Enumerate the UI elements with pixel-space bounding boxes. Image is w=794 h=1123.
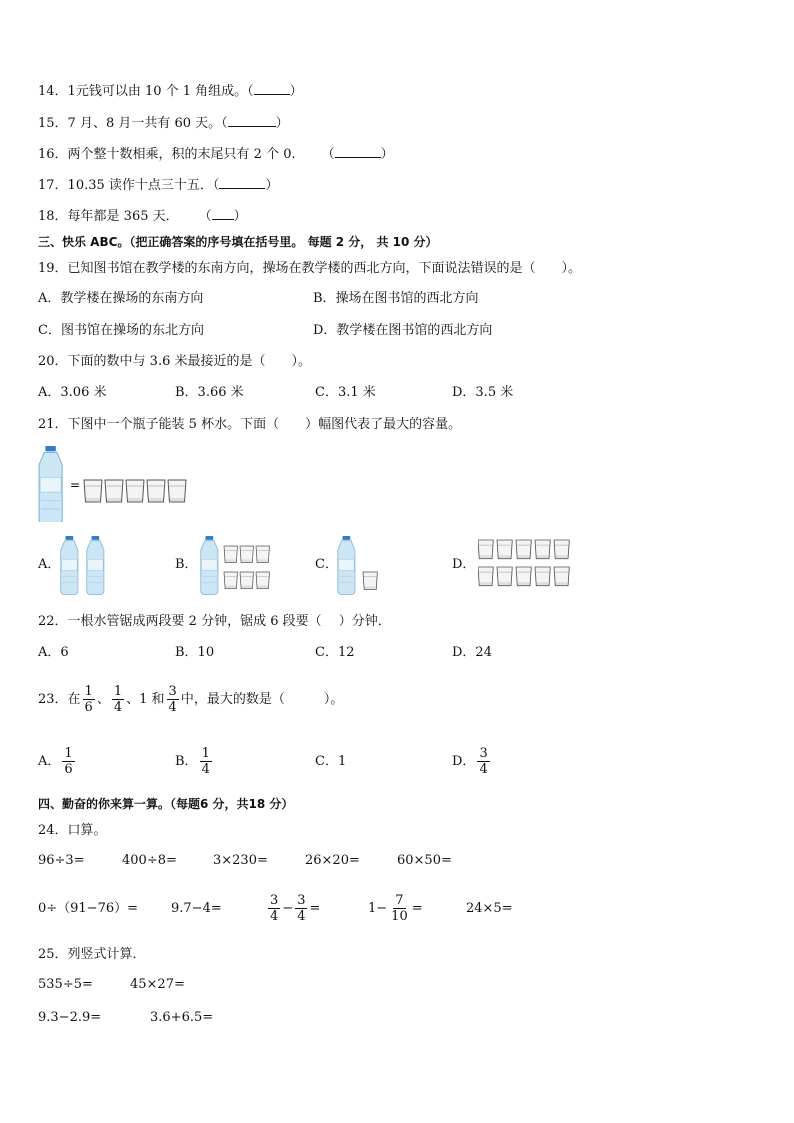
vertical-calc-item: 9.3−2.9= — [38, 1010, 102, 1025]
cup-icon — [105, 480, 123, 502]
oral-calc-item: 400÷8= — [122, 853, 177, 868]
fraction: $\frac{1}{4}$ — [113, 684, 123, 715]
cup-icon — [478, 567, 493, 586]
question-text: 15．7 月、8 月一共有 60 天。（ — [38, 116, 228, 131]
option-b[interactable]: B．操场在图书馆的西北方向 — [313, 291, 479, 306]
cup-icon — [497, 567, 512, 586]
oral-calc-item: 0÷（91−76）= — [38, 901, 139, 916]
option-a[interactable]: A．教学楼在操场的东南方向 — [38, 291, 204, 306]
cup-icon — [126, 480, 144, 502]
cup-icon — [554, 567, 569, 586]
oral-calc-item: 96÷3= — [38, 853, 85, 868]
cup-icon — [168, 480, 186, 502]
option-d-figure[interactable] — [478, 538, 574, 594]
question-25: 25．列竖式计算． — [38, 947, 146, 962]
question-text: 14．1元钱可以由 10 个 1 角组成。（ — [38, 84, 254, 99]
cup-icon — [224, 572, 238, 589]
bottle-icon — [338, 536, 355, 595]
cup-icon — [497, 540, 512, 559]
answer-blank[interactable] — [335, 145, 381, 158]
vertical-calc-item: 535÷5= — [38, 977, 93, 992]
cup-icon — [256, 546, 270, 563]
question-17: 17．10.35 读作十点三十五．（ ） — [38, 178, 279, 193]
fraction: $\frac{3}{4}$ — [168, 684, 177, 715]
equals-sign: = — [70, 478, 81, 492]
option-d[interactable]: D．24 — [452, 645, 492, 660]
question-text: 17．10.35 读作十点三十五．（ — [38, 178, 220, 193]
option-c[interactable]: C．图书馆在操场的东北方向 — [38, 323, 204, 338]
question-text: 16．两个整十数相乘，积的末尾只有 2 个 0. — [38, 147, 296, 162]
fraction: $\frac{3}{4}$ — [297, 893, 306, 924]
cup-icon — [256, 572, 270, 589]
oral-calc-item: 60×50= — [397, 853, 452, 868]
question-15: 15．7 月、8 月一共有 60 天。（ ） — [38, 116, 289, 131]
option-a[interactable]: A．6 — [38, 645, 69, 660]
cup-icon — [147, 480, 165, 502]
option-c[interactable]: C．12 — [315, 645, 355, 660]
option-c-figure[interactable] — [337, 534, 387, 596]
vertical-calc-item: 45×27= — [130, 977, 185, 992]
cup-icon — [535, 540, 550, 559]
question-23: 23．在 $\frac{1}{6}$ 、 $\frac{1}{4}$ 、1 和 $\frac{3}{4}$ 中，最大的数是（ ）。 — [38, 684, 344, 715]
oral-calc-item: 26×20= — [305, 853, 360, 868]
cup-icon — [240, 546, 254, 563]
question-14: 14．1元钱可以由 10 个 1 角组成。（ ） — [38, 84, 303, 99]
oral-calc-item: 24×5= — [466, 901, 513, 916]
bottle-icon — [201, 536, 218, 595]
vertical-calc-item: 3.6+6.5= — [150, 1010, 214, 1025]
fraction: $\frac{3}{4}$ — [479, 746, 488, 777]
option-b[interactable]: B． — [175, 557, 198, 572]
question-19: 19．已知图书馆在教学楼的东南方向，操场在教学楼的西北方向，下面说法错误的是（ ）。 — [38, 261, 582, 276]
cup-icon — [535, 567, 550, 586]
answer-blank[interactable] — [219, 176, 265, 189]
cup-icon — [516, 540, 531, 559]
oral-calc-item: 3×230= — [213, 853, 268, 868]
question-text: 18．每年都是 365 天． — [38, 209, 179, 224]
oral-calc-item: 1− $\frac{7}{10}$ = — [368, 893, 423, 924]
cup-icon — [240, 572, 254, 589]
question-20: 20．下面的数中与 3.6 米最接近的是（ ）。 — [38, 354, 311, 369]
answer-blank[interactable] — [212, 207, 234, 220]
cup-icon — [224, 546, 238, 563]
option-d[interactable]: D． $\frac{3}{4}$ — [452, 746, 488, 777]
answer-blank[interactable] — [254, 82, 290, 95]
cup-icon — [516, 567, 531, 586]
question-24: 24．口算。 — [38, 823, 107, 838]
option-a[interactable]: A． $\frac{1}{6}$ — [38, 746, 73, 777]
bottle-equals-cups-figure — [36, 444, 196, 522]
question-18: 18．每年都是 365 天． （ ） — [38, 209, 247, 224]
option-d[interactable]: D． — [452, 557, 476, 572]
option-b[interactable]: B．3.66 米 — [175, 385, 244, 400]
option-a[interactable]: A． — [38, 557, 61, 572]
option-a-figure[interactable] — [60, 534, 112, 596]
section-title-4: 四、勤奋的你来算一算。（每题6 分，共18 分） — [38, 797, 294, 811]
option-b[interactable]: B．10 — [175, 645, 215, 660]
option-c[interactable]: C．1 — [315, 754, 347, 769]
option-b-figure[interactable] — [200, 534, 280, 596]
cup-icon — [84, 480, 102, 502]
cup-icon — [554, 540, 569, 559]
fraction: $\frac{7}{10}$ — [391, 893, 408, 924]
option-b[interactable]: B． $\frac{1}{4}$ — [175, 746, 210, 777]
fraction: $\frac{1}{6}$ — [84, 684, 93, 715]
option-c[interactable]: C．3.1 米 — [315, 385, 376, 400]
fraction: $\frac{1}{4}$ — [201, 746, 210, 777]
cup-icon — [363, 572, 377, 590]
bottle-icon — [87, 536, 104, 595]
bottle-icon — [39, 446, 62, 522]
question-22: 22．一根水管锯成两段要 2 分钟，锯成 6 段要（ ）分钟． — [38, 614, 391, 629]
question-21: 21．下图中一个瓶子能装 5 杯水。下面（ ）幅图代表了最大的容量。 — [38, 417, 462, 432]
section-title-3: 三、快乐 ABC。（把正确答案的序号填在括号里。 每题 2 分， 共 10 分） — [38, 235, 438, 249]
fraction: $\frac{3}{4}$ — [270, 893, 279, 924]
question-16: 16．两个整十数相乘，积的末尾只有 2 个 0. （ ） — [38, 147, 394, 162]
oral-calc-item: $\frac{3}{4}$ − $\frac{3}{4}$ = — [270, 893, 321, 924]
option-d[interactable]: D．3.5 米 — [452, 385, 514, 400]
oral-calc-item: 9.7−4= — [171, 901, 222, 916]
fraction: $\frac{1}{6}$ — [64, 746, 73, 777]
option-a[interactable]: A．3.06 米 — [38, 385, 107, 400]
option-d[interactable]: D．教学楼在图书馆的西北方向 — [313, 323, 493, 338]
bottle-icon — [61, 536, 78, 595]
option-c[interactable]: C． — [315, 557, 338, 572]
cup-icon — [478, 540, 493, 559]
answer-blank[interactable] — [228, 114, 276, 127]
